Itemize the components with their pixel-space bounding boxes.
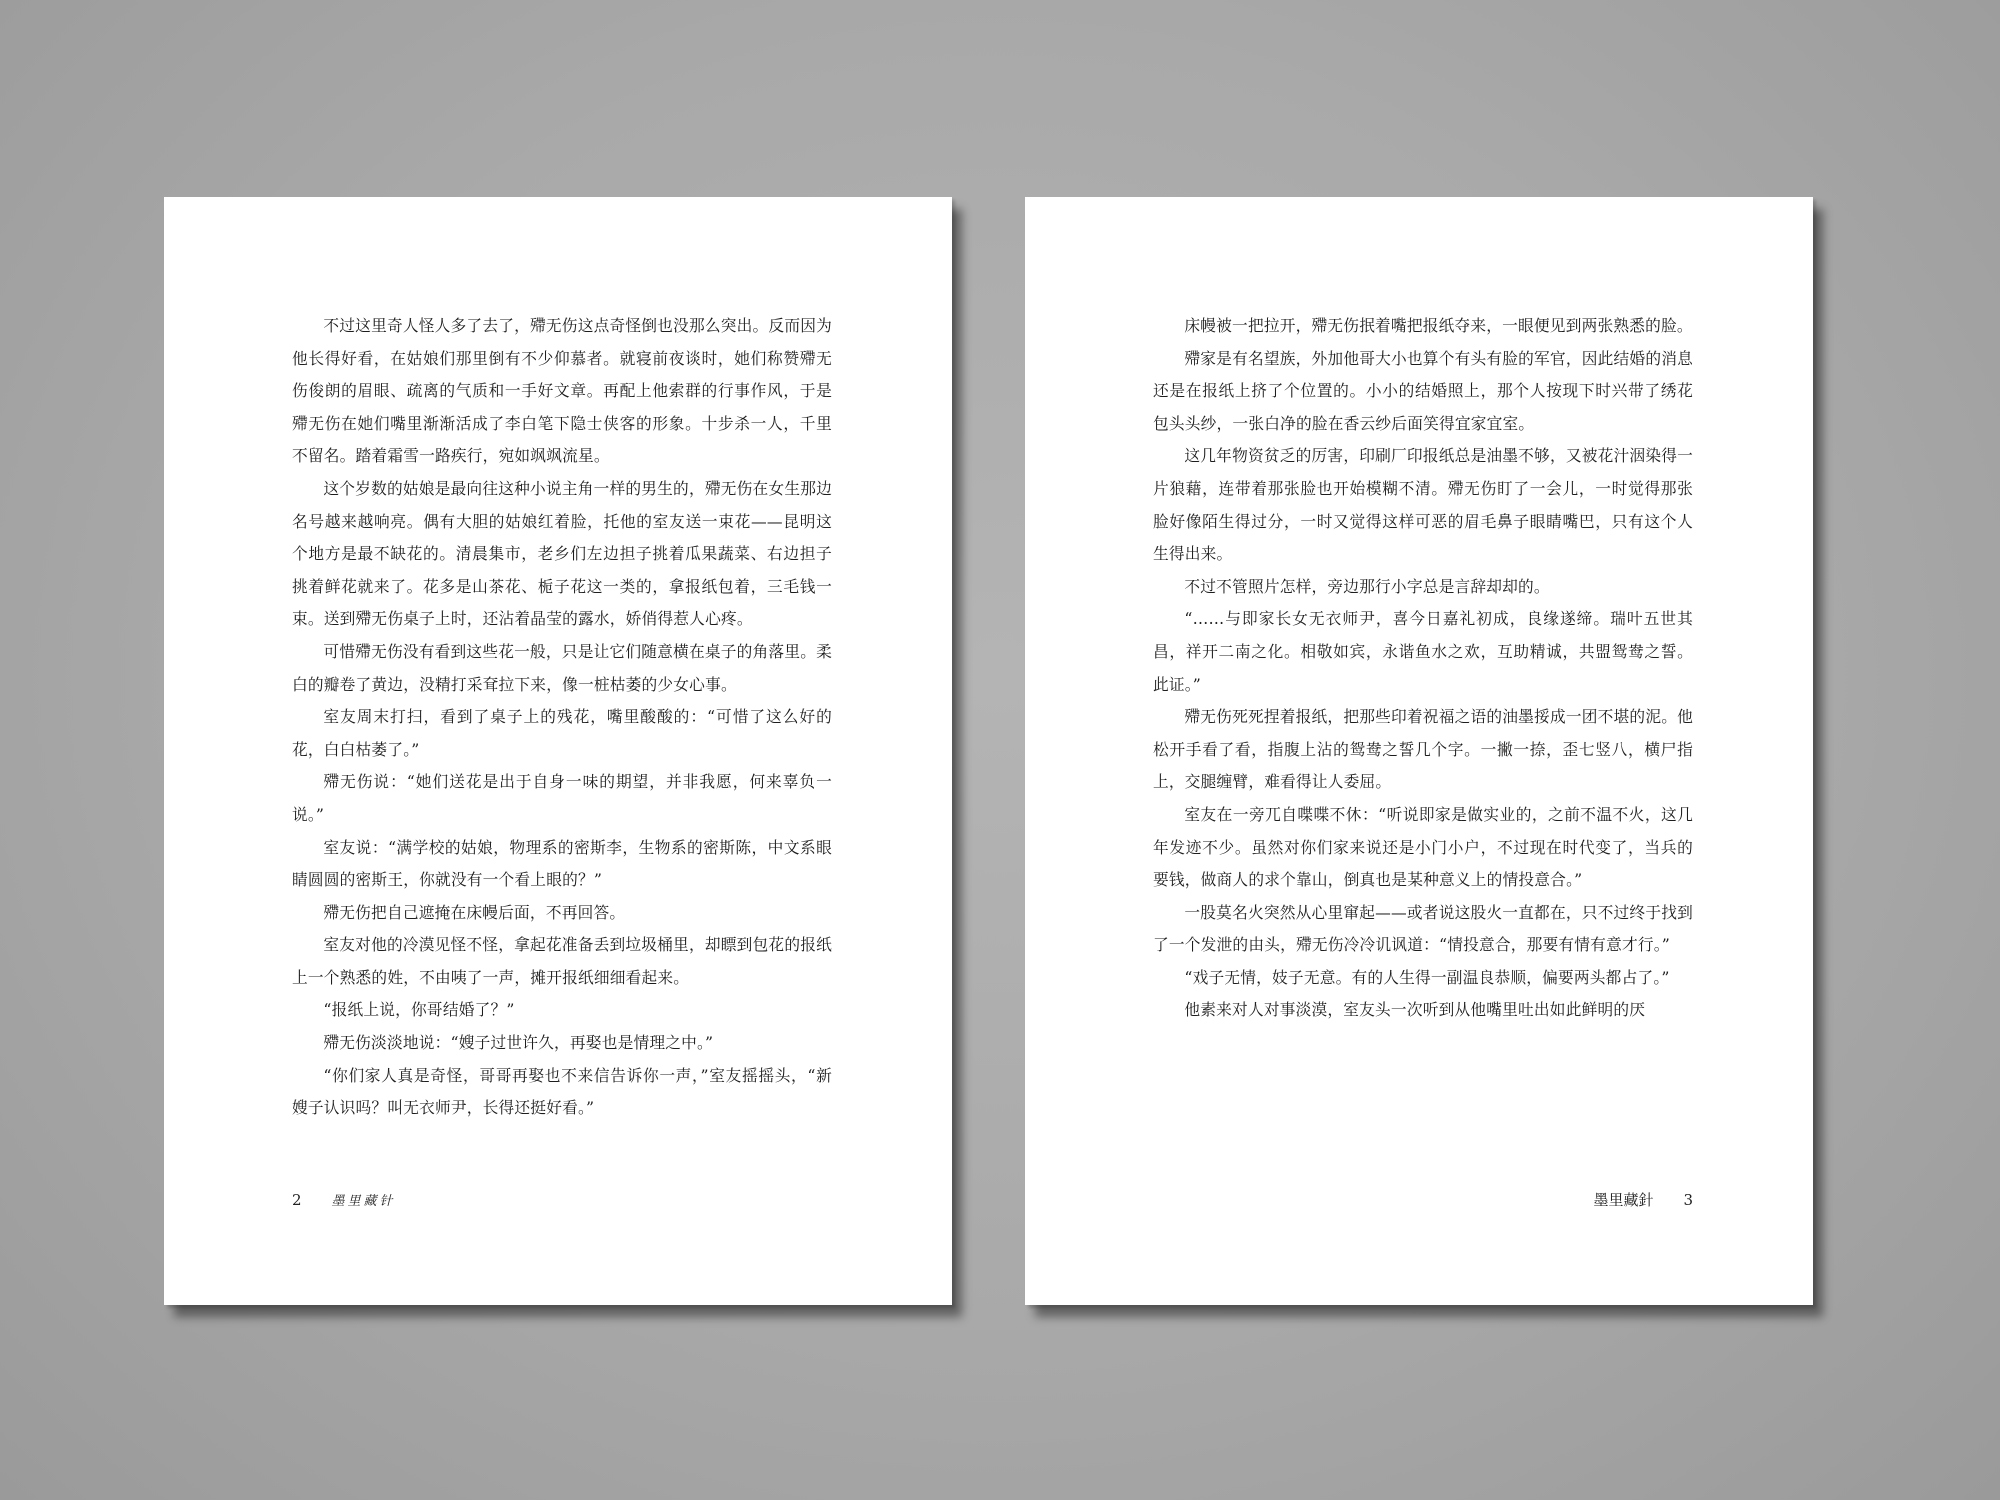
paragraph: 殢无伤说：“她们送花是出于自身一味的期望，并非我愿，何来辜负一说。” [292,772,832,824]
paragraph: “戏子无情，妓子无意。有的人生得一副温良恭顺，偏要两头都占了。” [1184,967,1670,987]
paragraph: 床幔被一把拉开，殢无伤抿着嘴把报纸夺来，一眼便见到两张熟悉的脸。 [1184,316,1693,335]
paragraph: 不过这里奇人怪人多了去了，殢无伤这点奇怪倒也没那么突出。反而因为他长得好看，在姑娘们那里倒有不少仰慕者。就寝前夜谈时，她们称赞殢无伤俊朗的眉眼、疏离的气质和一手好文章。再配上他索群的行事作风，于是殢无伤在她们嘴里渐渐活成了李白笔下隐士侠客的形象。十步杀一人，千里不留名。踏着霜雪一路疾行，宛如飒飒流星。 [292,316,832,466]
right-page-footer [1593,1190,1693,1210]
paragraph: 这几年物资贫乏的厉害，印刷厂印报纸总是油墨不够，又被花汁洇染得一片狼藉，连带着那张脸也开始模糊不清。殢无伤盯了一会儿，一时觉得那张脸好像陌生得过分，一时又觉得这样可恶的眉毛鼻子眼睛嘴巴，只有这个人生得出来。 [1153,446,1693,564]
running-title: 墨里藏針 [1593,1191,1654,1209]
paragraph: 他素来对人对事淡漠，室友头一次听到从他嘴里吐出如此鲜明的厌 [1184,1000,1646,1020]
paragraph: “……与即家长女无衣师尹，喜今日嘉礼初成，良缘遂缔。瑞叶五世其昌，祥开二南之化。相敬如宾，永谐鱼水之欢，互助精诚，共盟鸳鸯之誓。此证。” [1153,609,1693,694]
paragraph: “报纸上说，你哥结婚了？” [323,1000,515,1020]
left-page-body [292,310,832,1125]
paragraph: 室友周末打扫，看到了桌子上的残花，嘴里酸酸的：“可惜了这么好的花，白白枯萎了。” [292,707,832,759]
paragraph: 殢无伤淡淡地说：“嫂子过世许久，再娶也是情理之中。” [323,1033,714,1053]
left-page-footer [292,1190,396,1212]
right-page-body [1153,310,1693,1027]
page-number: 2 [292,1191,302,1209]
right-page [1025,197,1813,1305]
paragraph: 室友对他的冷漠见怪不怪，拿起花准备丢到垃圾桶里，却瞟到包花的报纸上一个熟悉的姓，不由咦了一声，摊开报纸细细看起来。 [292,935,832,987]
paragraph: 一股莫名火突然从心里窜起——或者说这股火一直都在，只不过终于找到了一个发泄的由头，殢无伤冷冷讥讽道：“情投意合，那要有情有意才行。” [1153,902,1693,955]
paragraph: 殢无伤把自己遮掩在床幔后面，不再回答。 [323,902,626,922]
paragraph: 这个岁数的姑娘是最向往这种小说主角一样的男生的，殢无伤在女生那边名号越来越响亮。偶有大胆的姑娘红着脸，托他的室友送一束花——昆明这个地方是最不缺花的。清晨集市，老乡们左边担子挑着瓜果蔬菜、右边担子挑着鲜花就来了。花多是山茶花、栀子花这一类的，拿报纸包着，三毛钱一束。送到殢无伤桌子上时，还沾着晶莹的露水，娇俏得惹人心疼。 [292,478,832,629]
running-title: 墨里藏针 [331,1194,396,1209]
paragraph: 不过不管照片怎样，旁边那行小字总是言辞却却的。 [1184,576,1550,596]
paragraph: 可惜殢无伤没有看到这些花一般，只是让它们随意横在桌子的角落里。柔白的瓣卷了黄边，没精打采耷拉下来，像一桩枯萎的少女心事。 [292,641,832,694]
paragraph: 殢无伤死死捏着报纸，把那些印着祝福之语的油墨挼成一团不堪的泥。他松开手看了看，指腹上沾的鸳鸯之誓几个字。一撇一捺，歪七竖八，横尸指上，交腿缠臂，难看得让人委屈。 [1153,707,1693,792]
paragraph: 殢家是有名望族，外加他哥大小也算个有头有脸的军官，因此结婚的消息还是在报纸上挤了个位置的。小小的结婚照上，那个人按现下时兴带了绣花包头头纱，一张白净的脸在香云纱后面笑得宜家宜室。 [1153,348,1693,433]
paragraph: 室友在一旁兀自喋喋不休：“听说即家是做实业的，之前不温不火，这几年发迹不少。虽然对你们家来说还是小门小户，不过现在时代变了，当兵的要钱，做商人的求个靠山，倒真也是某种意义上的情投意合。” [1153,804,1693,890]
page-number: 3 [1683,1191,1693,1209]
paragraph: “你们家人真是奇怪，哥哥再娶也不来信告诉你一声，”室友摇摇头，“新嫂子认识吗？叫无衣师尹，长得还挺好看。” [292,1065,832,1118]
paragraph: 室友说：“满学校的姑娘，物理系的密斯李，生物系的密斯陈，中文系眼睛圆圆的密斯王，你就没有一个看上眼的？” [292,837,832,890]
left-page [164,197,952,1305]
